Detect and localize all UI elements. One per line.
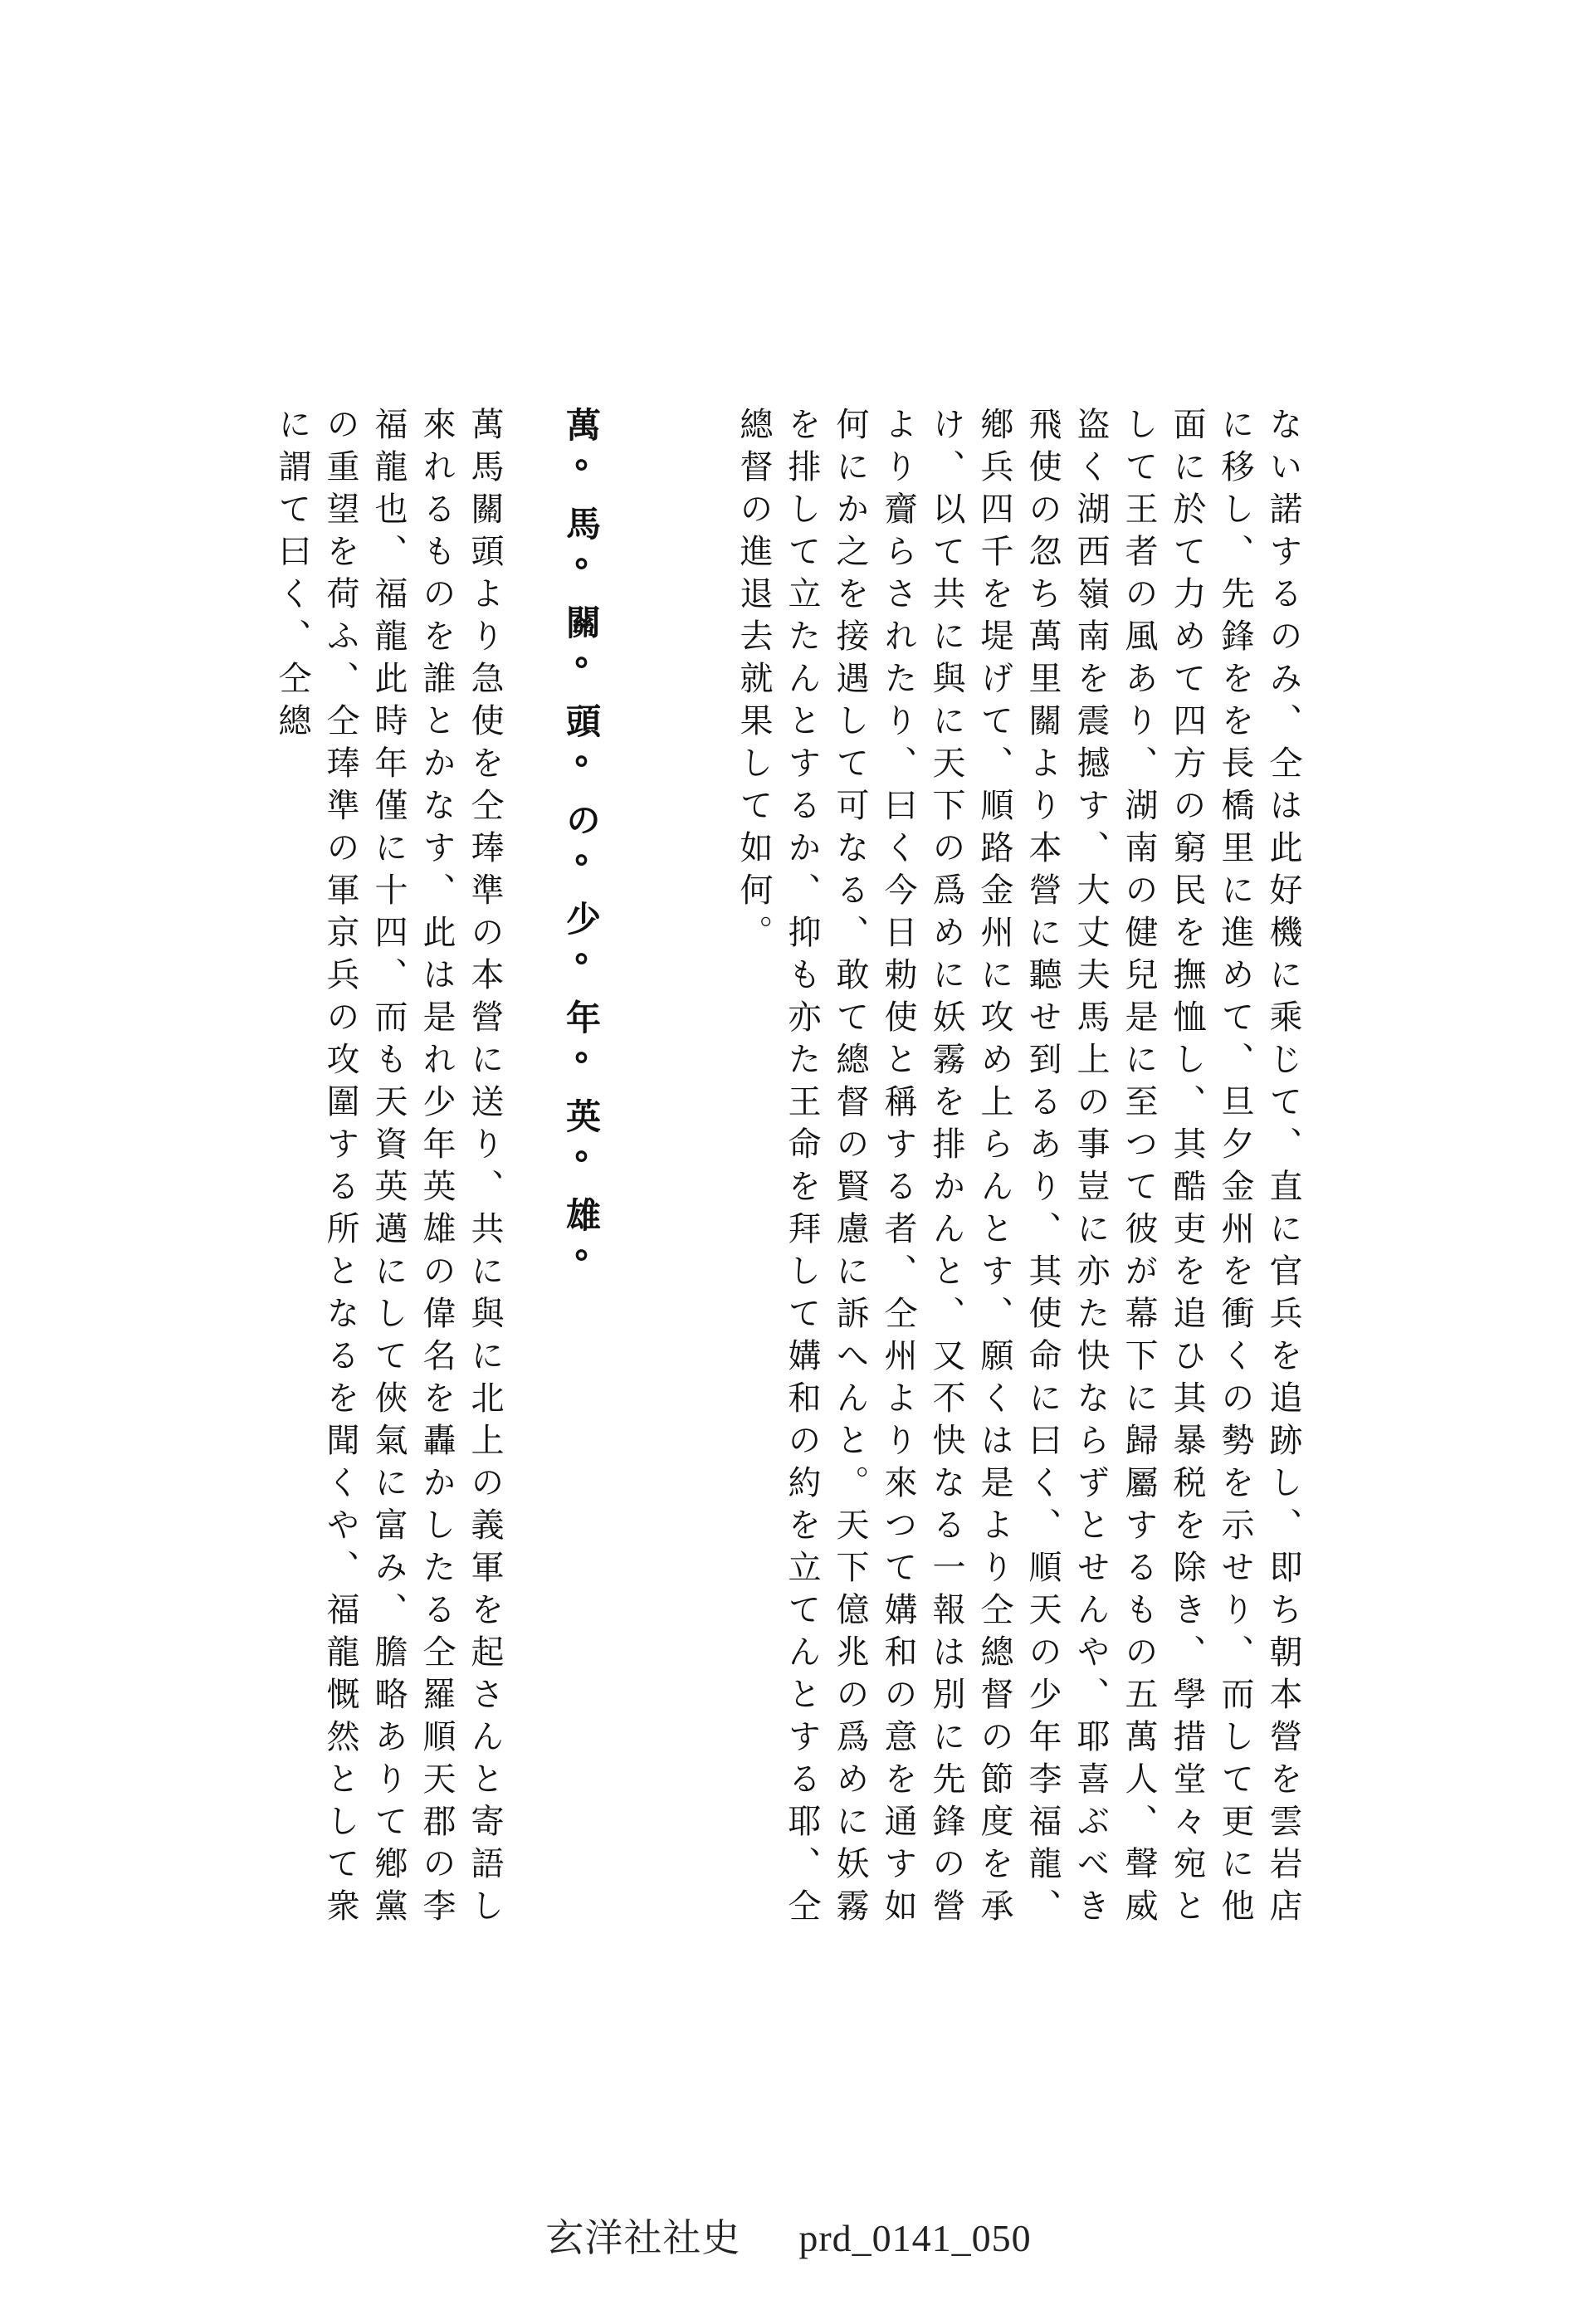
body-paragraph: ない諾するのみ、仝は此好機に乘じて、直に官兵を追跡し、即ち朝本營を雲岩店に移し、先鋒をを長橋里に進めて、旦夕金州を衝くの勢を示せり、而して更に他面に於て力めて四方の窮民を撫恤し、其酷吏を追ひ其暴税を除き、學措堂々宛として王者の風あり、湖南の健兒是に至つて彼が幕下に歸屬するもの五萬人、聲威盗く湖西嶺南を震撼す、大丈夫馬上の事豈に亦た快ならずとせんや、耶喜ぶべき飛使の忽ち萬里關より本營に聽せ到るあり、其使命に曰く、順天の少年李福龍、鄕兵四千を堤げて、順路金州に攻め上らんとす、願くは是より仝總督の節度を承け、以て共に與に天下の爲めに妖霧を排かんと、又不快なる一報は別に先鋒の營より齎らされたり、曰く今日勅使と稱する者、仝州より來つて媾和の意を通す如何にか之を接遇して可なる、敢て總督の賢慮に訴へんと。天下億兆の爲めに妖霧を排して立たんとするか、抑も亦た王命を拜して媾和の約を立てんとする耶、仝總督の進退去就果して如何。 bbox=[735, 407, 1302, 1931]
body-paragraph-after-heading: 萬馬關頭より急使を仝琫準の本營に送り、共に與に北上の義軍を起さんと寄語し來れるものを誰とかなす、此は是れ少年英雄の偉名を轟かしたる仝羅順天郡の李福龍也、福龍此時年僅に十四、而も天資英邁にして俠氣に富み、膽略ありて鄕黨の重望を荷ふ、仝琫準の軍京兵の攻圍する所となるを聞くや、福龍慨然として衆に謂て曰く、仝總 bbox=[273, 407, 504, 1931]
section-heading: 萬°馬°關°頭°の°少°年°英°雄° bbox=[561, 407, 602, 1296]
vertical-text-block bbox=[237, 407, 1307, 1959]
footer-collection-title: 玄洋社社史 bbox=[545, 2217, 741, 2259]
footer-page-id: prd_0141_050 bbox=[798, 2217, 1032, 2259]
page-footer bbox=[0, 2208, 1577, 2263]
